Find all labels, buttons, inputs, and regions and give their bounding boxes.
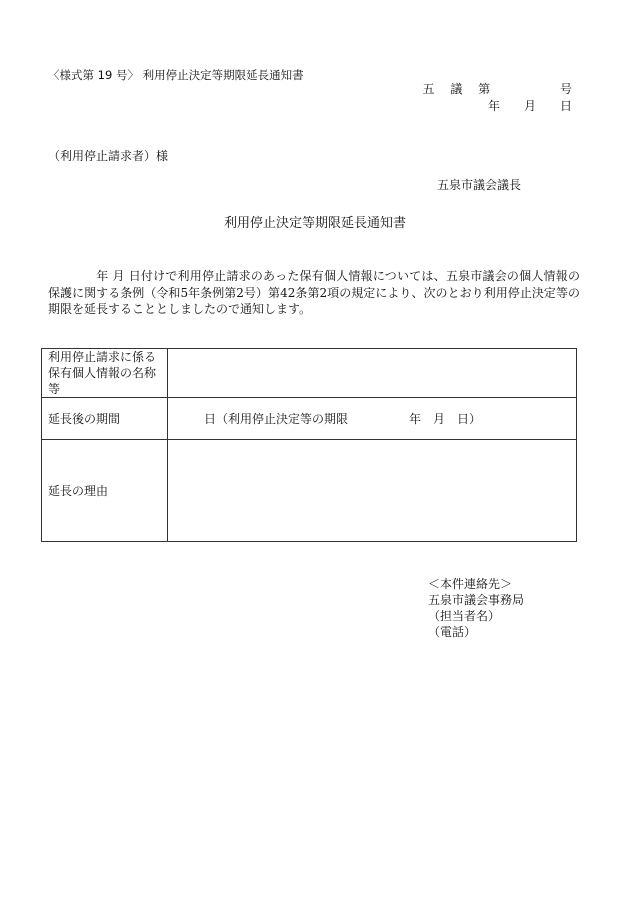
addressee: （利用停止請求者）様 (48, 149, 169, 163)
body-date-prefix: 年 月 日付けで (96, 269, 178, 283)
contact-phone: （電話） (428, 625, 477, 639)
document-number: 五 議 第 号 (422, 82, 578, 96)
issuer: 五泉市議会議長 (437, 178, 522, 192)
reason-label: 延長の理由 (42, 440, 168, 542)
document-date: 年 月 日 (487, 99, 578, 113)
period-date: 年 月 日） (409, 412, 482, 426)
period-day: 日（利用停止決定等の期限 (204, 412, 349, 426)
info-name-label: 利用停止請求に係る保有個人情報の名称等 (42, 349, 168, 398)
period-gap (348, 412, 409, 426)
document-title: 利用停止決定等期限延長通知書 (223, 216, 406, 231)
contact-block (428, 576, 524, 640)
body-text: 利用停止請求のあった保有個人情報については、五泉市議会の個人情報の保護に関する条例（令和5年条例第2号）第42条第2項の規定により、次のとおり利用停止決定等の期限を延長することとしましたので通知します。 (48, 269, 580, 316)
contact-office: 五泉市議会事務局 (428, 593, 525, 607)
details-table (41, 348, 577, 542)
extended-period-value (168, 398, 577, 440)
table-row (42, 349, 577, 398)
body-paragraph (48, 268, 580, 318)
info-name-value (168, 349, 577, 398)
contact-heading: ＜本件連絡先＞ (428, 577, 513, 591)
table-row (42, 440, 577, 542)
extended-period-label: 延長後の期間 (42, 398, 168, 440)
form-number: 〈様式第 19 号〉 利用停止決定等期限延長通知書 (48, 68, 304, 82)
reason-value (168, 440, 577, 542)
table-row (42, 398, 577, 440)
contact-person: （担当者名） (428, 609, 501, 623)
